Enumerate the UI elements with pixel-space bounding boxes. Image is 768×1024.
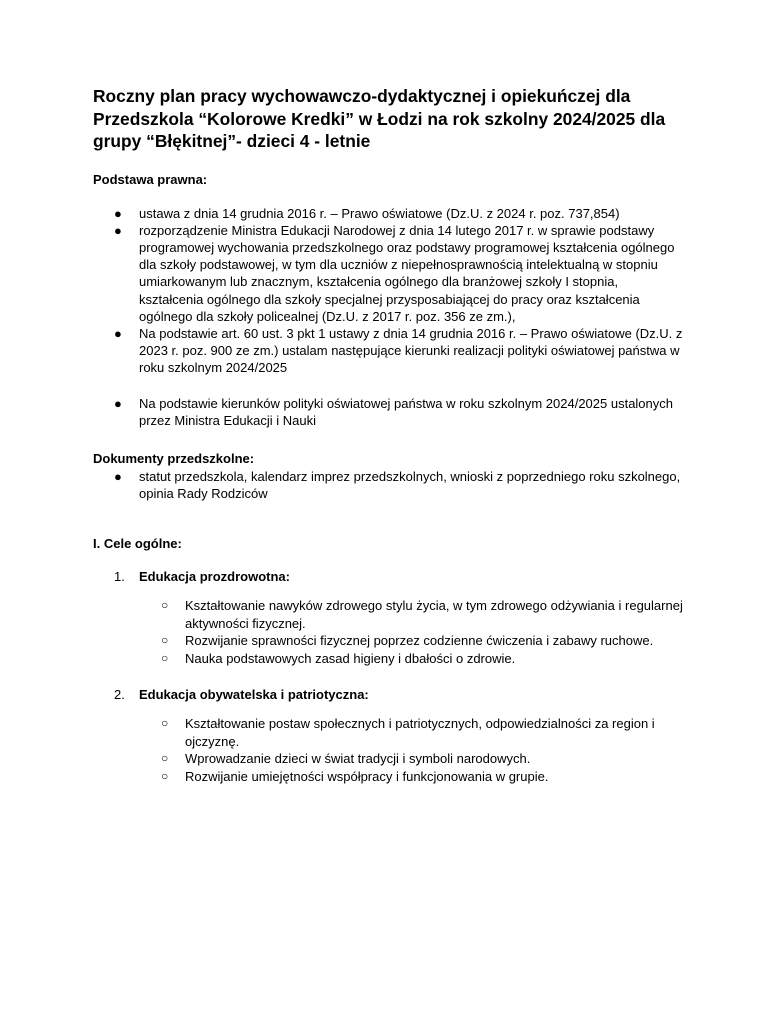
list-item-text: ustawa z dnia 14 grudnia 2016 r. – Prawo oświatowe (Dz.U. z 2024 r. poz. 737,854) [139,205,620,221]
circle-bullet-icon: ○ [161,598,169,613]
list-item [93,750,683,768]
section-title: Edukacja obywatelska i patriotyczna: [139,687,369,703]
section-number: 2. [114,687,125,703]
goal-items [93,597,683,667]
section-number: 1. [114,569,125,585]
list-item-text: Rozwijanie umiejętności współpracy i funkcjonowania w grupie. [185,768,549,784]
list-item-text: Na podstawie kierunków polityki oświatowej państwa w roku szkolnym 2024/2025 ustalonych przez Ministra Edukacji i Nauki [139,395,673,428]
bullet-icon: ● [114,395,122,411]
circle-bullet-icon: ○ [161,751,169,766]
goals-list [93,568,683,585]
goal-section [93,686,683,703]
goal-section [93,568,683,585]
legal-basis-heading: Podstawa prawna: [93,171,208,187]
section-title: Edukacja prozdrowotna: [139,569,290,585]
goals-list [93,686,683,703]
bullet-icon: ● [114,468,122,484]
circle-bullet-icon: ○ [161,716,169,731]
list-item [93,768,683,786]
circle-bullet-icon: ○ [161,633,169,648]
circle-bullet-icon: ○ [161,768,169,783]
list-item [93,325,683,377]
bullet-icon: ● [114,205,122,221]
list-item [93,468,683,502]
documents-heading: Dokumenty przedszkolne: [93,450,255,466]
list-item [93,597,683,632]
bullet-icon: ● [114,222,122,238]
list-item [93,395,683,429]
list-item [93,650,683,668]
documents-list [93,468,683,502]
document-page [93,85,683,785]
goal-items [93,715,683,785]
list-item [93,715,683,750]
list-item [93,222,683,325]
list-item-text: Rozwijanie sprawności fizycznej poprzez codzienne ćwiczenia i zabawy ruchowe. [185,633,654,649]
list-item-text: rozporządzenie Ministra Edukacji Narodowej z dnia 14 lutego 2017 r. w sprawie podstawy programowej wychowania przedszkolnego oraz podstawy programowej kształcenia ogólnego dla szkoły podstawowej, w tym dla uczniów z niepełnosprawnością intelektualną w stopniu umiarkowanym lub znacznym, kształcenia ogólnego dla branżowej szkoły I stopnia, kształcenia ogólnego dla szkoły specjalnej przysposabiającej do pracy oraz kształcenia ogólnego dla szkoły policealnej (Dz.U. z 2017 r. poz. 356 ze zm.), [139,222,675,324]
list-item-text: Wprowadzanie dzieci w świat tradycji i symboli narodowych. [185,751,531,767]
bullet-icon: ● [114,325,122,341]
document-title: Roczny plan pracy wychowawczo-dydaktycznej i opiekuńczej dla Przedszkola “Kolorowe Kredki” w Łodzi na rok szkolny 2024/2025 dla grupy “Błękitnej”- dzieci 4 - letnie [93,86,666,151]
list-item-text: Na podstawie art. 60 ust. 3 pkt 1 ustawy z dnia 14 grudnia 2016 r. – Prawo oświatowe (Dz.U. z 2023 r. poz. 900 ze zm.) ustalam następujące kierunki realizacji polityki oświatowej państwa w roku szkolnym 2024/2025 [139,325,683,376]
list-item [93,205,683,222]
list-item-text: Nauka podstawowych zasad higieny i dbałości o zdrowie. [185,650,516,666]
list-item-text: Kształtowanie postaw społecznych i patriotycznych, odpowiedzialności za region i ojczyznę. [185,716,655,749]
list-item-text: Kształtowanie nawyków zdrowego stylu życia, w tym zdrowego odżywiania i regularnej aktywności fizycznej. [185,598,683,631]
legal-basis-list [93,205,683,429]
goals-heading: I. Cele ogólne: [93,536,182,552]
list-item-text: statut przedszkola, kalendarz imprez przedszkolnych, wnioski z poprzedniego roku szkolnego, opinia Rady Rodziców [139,468,681,502]
list-item [93,632,683,650]
circle-bullet-icon: ○ [161,650,169,665]
